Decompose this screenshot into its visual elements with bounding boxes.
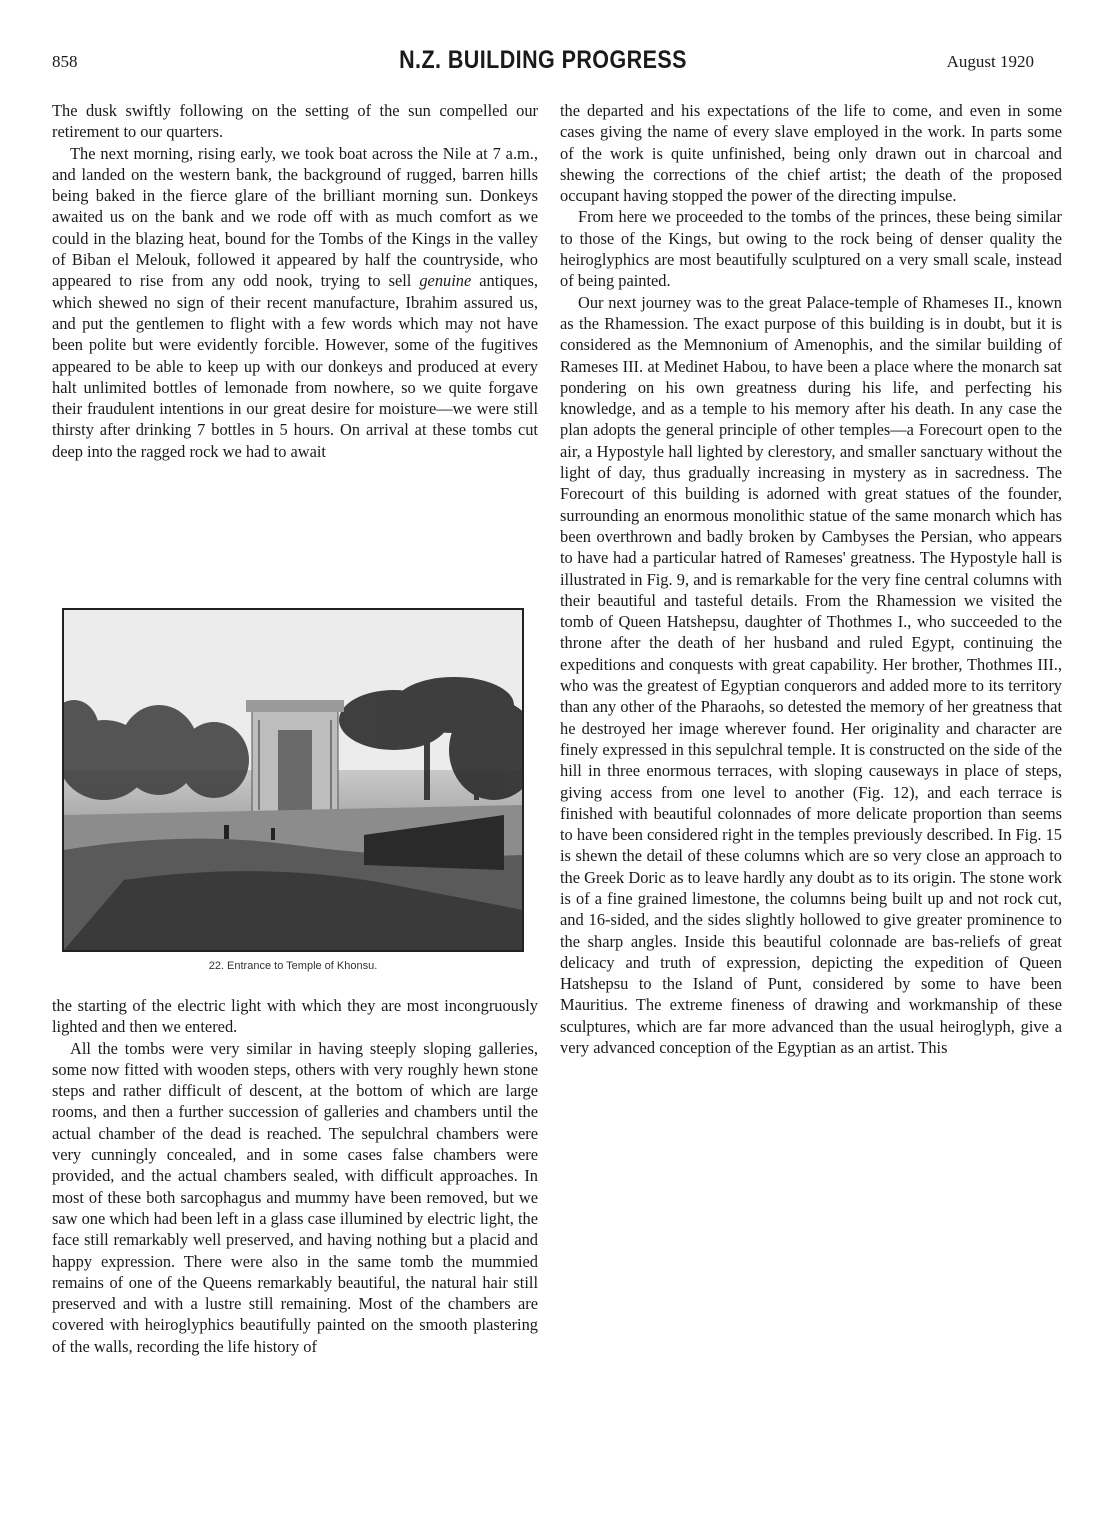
paragraph: All the tombs were very similar in having steeply sloping galleries, some now fitted with wooden steps, others with very roughly hewn stone steps and rather difficult of descent, at the bottom of which are large rooms, and then a further succession of galleries and chambers until the actual chamber of the dead is reached. The sepulchral chambers were very cunningly concealed, and in some cases false chambers were provided, and the actual chambers sealed, with difficult approaches. In most of these both sarcophagus and mummy have been removed, but we saw one which had been left in a glass case illumined by electric light, the face still remarkably well preserved, and having nothing but a placid and happy expression. There were also in the same tomb the mummied remains of one of the Queens remarkably beautiful, the natural hair still preserved and with a lustre still remaining. Most of the chambers are covered with heiroglyphics beautifully painted on the smooth plastering of the walls, recording the life history of bbox=[52, 1038, 538, 1356]
figure-22 bbox=[62, 608, 524, 990]
page-header bbox=[52, 46, 1034, 80]
right-column bbox=[560, 100, 1062, 1505]
paragraph: the starting of the electric light with which they are most incongruously lighted and then we entered. bbox=[52, 996, 538, 1037]
paragraph-text: The next morning, rising early, we took boat across the Nile at 7 a.m., and landed on the western bank, the background of rugged, barren hills being baked in the fierce glare of the brilliant morning sun. Donkeys awaited us on the bank and we rode off with as much comfort as we could in the blazing heat, bound for the Tombs of the Kings in the valley of Biban el Melouk, followed it appeared by half the countryside, who appeared to rise from any odd nook, trying to sell bbox=[52, 143, 538, 291]
paragraph bbox=[52, 143, 538, 462]
left-column-top bbox=[52, 100, 538, 600]
temple-photograph bbox=[62, 608, 524, 952]
page-number: 858 bbox=[52, 52, 78, 71]
issue-date: August 1920 bbox=[946, 52, 1034, 71]
paragraph: Our next journey was to the great Palace-temple of Rhameses II., known as the Rhamession. The exact purpose of this building is in doubt, but it is considered as the Memnonium of Amenophis, and the similar building of Rameses III. at Medinet Habou, to have been a place where the monarch sat pondering on his own greatness during his life, and perfecting his knowledge, and as a temple to his memory after his death. In any case the plan adopts the general principle of other temples—a Forecourt open to the air, a Hypostyle hall lighted by clerestory, and smaller sanctuary without the light of day, thus gradually increasing in mystery as in sacredness. The Forecourt of this building is adorned with great statues of the founder, surrounding an enormous monolithic statue of the same monarch which has been overthrown and badly broken by Cambyses the Persian, who appears to have had a particular hatred of Rameses' greatness. The Hypostyle hall is illustrated in Fig. 9, and is remarkable for the very fine central columns with their beautiful and tasteful details. From the Rhamession we visited the tomb of Queen Hatshepsu, daughter of Thothmes I., who succeeded to the throne after the death of her husband and ruled Egypt, continuing the expeditions and conquests with great capability. Her brother, Thothmes III., who was the greatest of Egyptian conquerors and added more to its territory than any other of the Pharaohs, so detested the memory of her greatness that he destroyed her image wherever found. Her originality and character are finely expressed in this sepulchral temple. It is constructed on the side of the hill in three enormous terraces, with sloping causeways in place of steps, giving access from one level to another (Fig. 12), and each terrace is finished with beautiful colonnades of more delicate proportion than seems to have been considered right in the temples previously described. In Fig. 15 is shewn the detail of these columns which are so very close an approach to the Greek Doric as to leave hardly any doubt as to its origin. The stone work is of a fine grained limestone, the columns being built up and not rock cut, and 16-sided, and the sides slightly hollowed to give greater prominence to the sharp angles. Inside this beautiful colonnade are bas-reliefs of great delicacy and truth of expression, depicting the expedition of Queen Hatshepsu to the Island of Punt, considered by some to have been Mauritius. The extreme fineness of drawing and workmanship of these sculptures, which are far more advanced than the usual heiroglyph, give a very advanced conception of the Egyptian as an artist. This bbox=[560, 292, 1062, 1058]
left-column-bottom bbox=[52, 995, 538, 1505]
paragraph: From here we proceeded to the tombs of the princes, these being similar to those of the Kings, but owing to the rock being of denser quality the heiroglyphics are most beautifully sculptured on a very small scale, instead of being painted. bbox=[560, 207, 1062, 291]
figure-caption: 22. Entrance to Temple of Khonsu. bbox=[208, 960, 378, 972]
italic-word: genuine bbox=[419, 271, 472, 291]
publication-title: N.Z. BUILDING PROGRESS bbox=[399, 46, 687, 74]
photo-illustration bbox=[64, 610, 522, 950]
paragraph-text-continued: antiques, which shewed no sign of their recent manufacture, Ibrahim assured us, and put the gentlemen to flight with a few words which may not have been polite but were evidently forcible. However, some of the fugitives appeared to be able to keep up with our donkeys and produced at every halt unlimited bottles of lemonade from nowhere, so we quite forgave their fraudulent intentions in our great desire for moisture—we were still thirsty after drinking 7 bottles in 5 hours. On arrival at these tombs cut deep into the ragged rock we had to await bbox=[52, 271, 538, 461]
paragraph: The dusk swiftly following on the setting of the sun compelled our retirement to our quarters. bbox=[52, 101, 538, 142]
paragraph: the departed and his expectations of the life to come, and even in some cases giving the name of every slave employed in the work. In parts some of the work is quite unfinished, being only drawn out in charcoal and shewing the corrections of the chief artist; the death of the proposed occupant having stopped the power of the directing impulse. bbox=[560, 101, 1062, 206]
